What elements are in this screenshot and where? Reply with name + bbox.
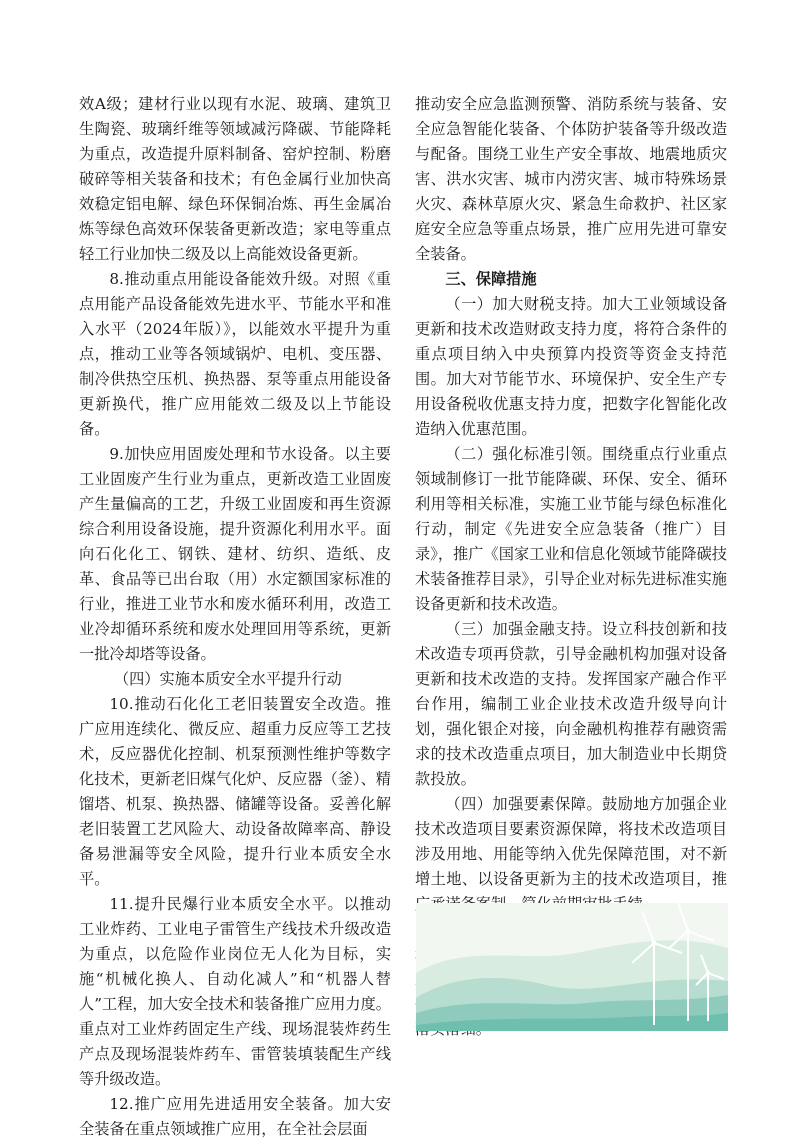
subheading-safety-action: （四）实施本质安全水平提升行动: [113, 670, 342, 688]
paragraph-item-8: 8.推动重点用能设备能效升级。对照《重点用能产品设备能效先进水平、节能水平和准入水平（2024年版）》，以能效水平提升为重点，推动工业等各领域锅炉、电机、变压器、制冷供热空压机、换热器、泵等重点用能设备更新换代，推广应用能效二级及以上节能设备。: [79, 270, 391, 438]
paragraph-item-10: 10.推动石化化工老旧装置安全改造。推广应用连续化、微反应、超重力反应等工艺技术，反应器优化控制、机泵预测性维护等数字化技术，更新老旧煤气化炉、反应器（釜）、精馏塔、机泵、换热器、储罐等设备。妥善化解老旧装置工艺风险大、动设备故障率高、静设备易泄漏等安全风险，提升行业本质安全水平。: [79, 695, 391, 888]
wind-turbine-landscape-icon: [416, 903, 728, 1031]
left-column: [79, 92, 391, 1142]
paragraph-standards: （二）强化标准引领。围绕重点行业重点领域制修订一批节能降碳、环保、安全、循环利用等相关标准，实施工业节能与绿色标准化行动，制定《先进安全应急装备（推广）目录》，推广《国家工业和信息化领域节能降碳技术装备推荐目录》，引导企业对标先进标准实施设备更新和技术改造。: [415, 445, 727, 613]
right-column: [415, 92, 727, 1042]
section-heading-safeguards: 三、保障措施: [445, 270, 537, 288]
paragraph-item-9: 9.加快应用固废处理和节水设备。以主要工业固废产生行业为重点，更新改造工业固废产生量偏高的工艺，升级工业固废和再生资源综合利用设备设施，提升资源化利用水平。面向石化化工、钢铁、建材、纺织、造纸、皮革、食品等已出台取（用）水定额国家标准的行业，推进工业节水和废水循环利用，改造工业冷却循环系统和废水处理回用等系统，更新一批冷却塔等设备。: [79, 445, 391, 663]
paragraph-financial-support: （三）加强金融支持。设立科技创新和技术改造专项再贷款，引导金融机构加强对设备更新和技术改造的支持。发挥国家产融合作平台作用，编制工业企业技术改造升级导向计划，强化银企对接，向金融机构推荐有融资需求的技术改造重点项目，加大制造业中长期贷款投放。: [415, 620, 727, 788]
paragraph-item-12: 12.推广应用先进适用安全装备。加大安全装备在重点领域推广应用，在全社会层面: [79, 1095, 391, 1138]
paragraph-building-materials: 效A级；建材行业以现有水泥、玻璃、建筑卫生陶瓷、玻璃纤维等领域减污降碳、节能降耗为重点，改造提升原料制备、窑炉控制、粉磨破碎等相关装备和技术；有色金属行业加快高效稳定铝电解、绿色环保铜冶炼、再生金属冶炼等绿色高效环保装备更新改造；家电等重点轻工行业加快二级及以上高能效设备更新。: [79, 95, 391, 263]
paragraph-fiscal-support: （一）加大财税支持。加大工业领域设备更新和技术改造财政支持力度，将符合条件的重点项目纳入中央预算内投资等资金支持范围。加大对节能节水、环境保护、安全生产专用设备税收优惠支持力度，把数字化智能化改造纳入优惠范围。: [415, 295, 727, 438]
paragraph-factor-guarantee: （四）加强要素保障。鼓励地方加强企业技术改造项目要素资源保障，将技术改造项目涉及用地、用能等纳入优先保障范围，对不新增土地、以设备更新为主的技术改造项目，推: [415, 795, 727, 888]
paragraph-item-12-continued: 推动安全应急监测预警、消防系统与装备、安全应急智能化装备、个体防护装备等升级改造与配备。围绕工业生产安全事故、地震地质灾害、洪水灾害、城市内涝灾害、城市特殊场景火灾、森林草原火灾、紧急生命救护、社区家庭安全应急等重点场景，推广应用先进可靠安全装备。: [415, 95, 727, 263]
paragraph-item-11: 11.提升民爆行业本质安全水平。以推动工业炸药、工业电子雷管生产线技术升级改造为重点，以危险作业岗位无人化为目标，实施“机械化换人、自动化减人”和“机器人替人”工程，加大安全技术和装备推广应用力度。重点对工业炸药固定生产线、现场混装炸药生产点及现场混装炸药车、雷管装填装配生产线等升级改造。: [79, 895, 391, 1088]
